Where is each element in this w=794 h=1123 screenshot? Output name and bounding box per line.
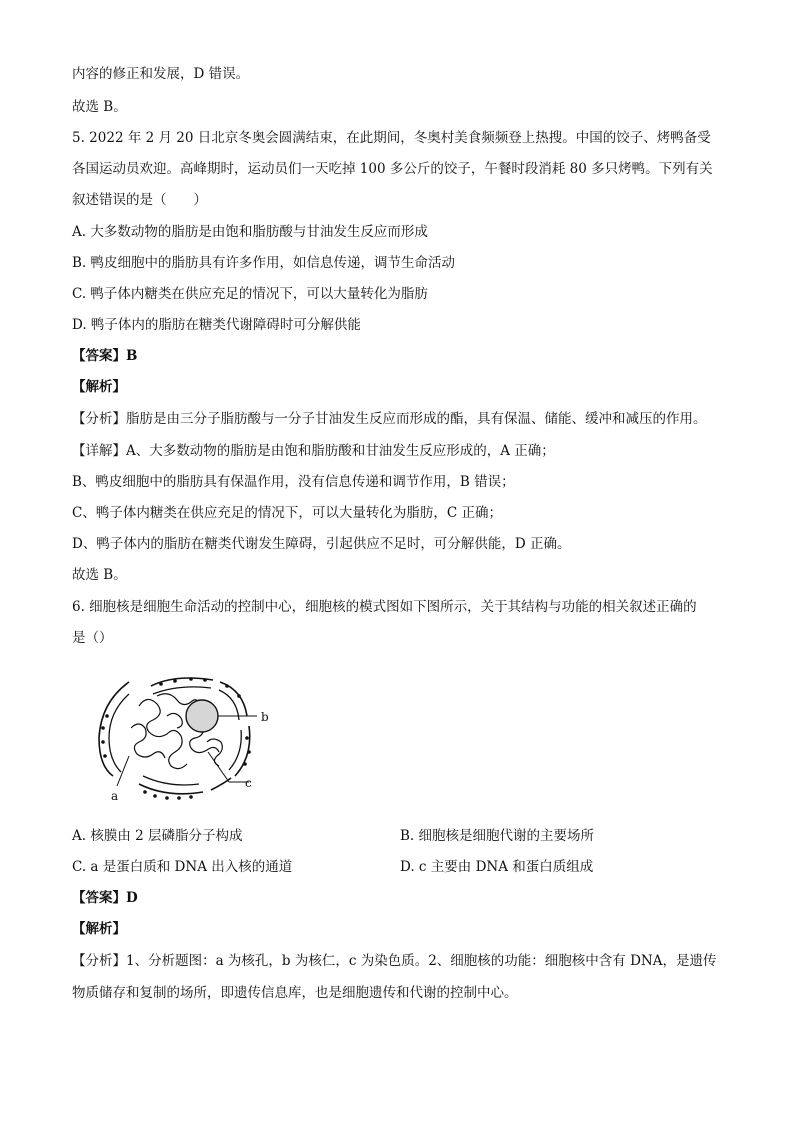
nucleus-diagram <box>95 676 295 806</box>
analysis-heading: 【解析】 <box>72 921 126 937</box>
question-6-stem: 是（） <box>72 630 113 646</box>
question-6-stem: 6. 细胞核是细胞生命活动的控制中心，细胞核的模式图如下图所示，关于其结构与功能的相关叙述正确的 <box>72 599 697 615</box>
analysis-heading: 【解析】 <box>72 379 126 395</box>
analysis-text: 【分析】1、分析题图：a 为核孔，b 为核仁，c 为染色质。2、细胞核的功能：细胞核中含有 DNA，是遗传 <box>72 953 717 969</box>
label-b: b <box>261 710 269 724</box>
label-c: c <box>245 776 252 790</box>
text-line: 内容的修正和发展，D 错误。 <box>72 66 250 82</box>
question-5-stem: 叙述错误的是（ ） <box>72 192 207 208</box>
detail-text: B、鸭皮细胞中的脂肪具有保温作用，没有信息传递和调节作用，B 错误； <box>72 474 515 490</box>
nucleolus <box>186 700 218 732</box>
detail-text: C、鸭子体内糖类在供应充足的情况下，可以大量转化为脂肪，C 正确； <box>72 505 502 521</box>
analysis-text: 【分析】脂肪是由三分子脂肪酸与一分子甘油发生反应而形成的酯，具有保温、储能、缓冲和减压的作用。 <box>72 411 707 427</box>
question-5-option-d: D. 鸭子体内的脂肪在糖类代谢障碍时可分解供能 <box>72 317 361 333</box>
question-5-stem: 5. 2022 年 2 月 20 日北京冬奥会圆满结束，在此期间，冬奥村美食频频登上热搜。中国的饺子、烤鸭备受 <box>72 130 711 146</box>
selection-text: 故选 B。 <box>72 567 127 583</box>
label-a: a <box>111 789 119 803</box>
question-6-option-b: B. 细胞核是细胞代谢的主要场所 <box>400 828 595 844</box>
question-6-option-d: D. c 主要由 DNA 和蛋白质组成 <box>400 859 594 875</box>
detail-text: 【详解】A、大多数动物的脂肪是由饱和脂肪酸和甘油发生反应形成的，A 正确； <box>72 443 555 459</box>
answer-heading: 【答案】D <box>72 890 138 906</box>
detail-text: D、鸭子体内的脂肪在糖类代谢发生障碍，引起供应不足时，可分解供能，D 正确。 <box>72 536 571 552</box>
answer-heading: 【答案】B <box>72 348 138 364</box>
question-6-option-c: C. a 是蛋白质和 DNA 出入核的通道 <box>72 859 293 875</box>
question-5-option-b: B. 鸭皮细胞中的脂肪具有许多作用，如信息传递，调节生命活动 <box>72 255 456 271</box>
nuclear-envelope-inner <box>109 687 241 785</box>
question-6-option-a: A. 核膜由 2 层磷脂分子构成 <box>72 828 243 844</box>
question-5-option-a: A. 大多数动物的脂肪是由饱和脂肪酸与甘油发生反应而形成 <box>72 224 428 240</box>
text-line: 故选 B。 <box>72 99 127 115</box>
analysis-text: 物质储存和复制的场所，即遗传信息库，也是细胞遗传和代谢的控制中心。 <box>72 985 518 1001</box>
question-5-option-c: C. 鸭子体内糖类在供应充足的情况下，可以大量转化为脂肪 <box>72 286 428 302</box>
question-5-stem: 各国运动员欢迎。高峰期时，运动员们一天吃掉 100 多公斤的饺子，午餐时段消耗 80 多只烤鸭。下列有关 <box>72 161 713 177</box>
